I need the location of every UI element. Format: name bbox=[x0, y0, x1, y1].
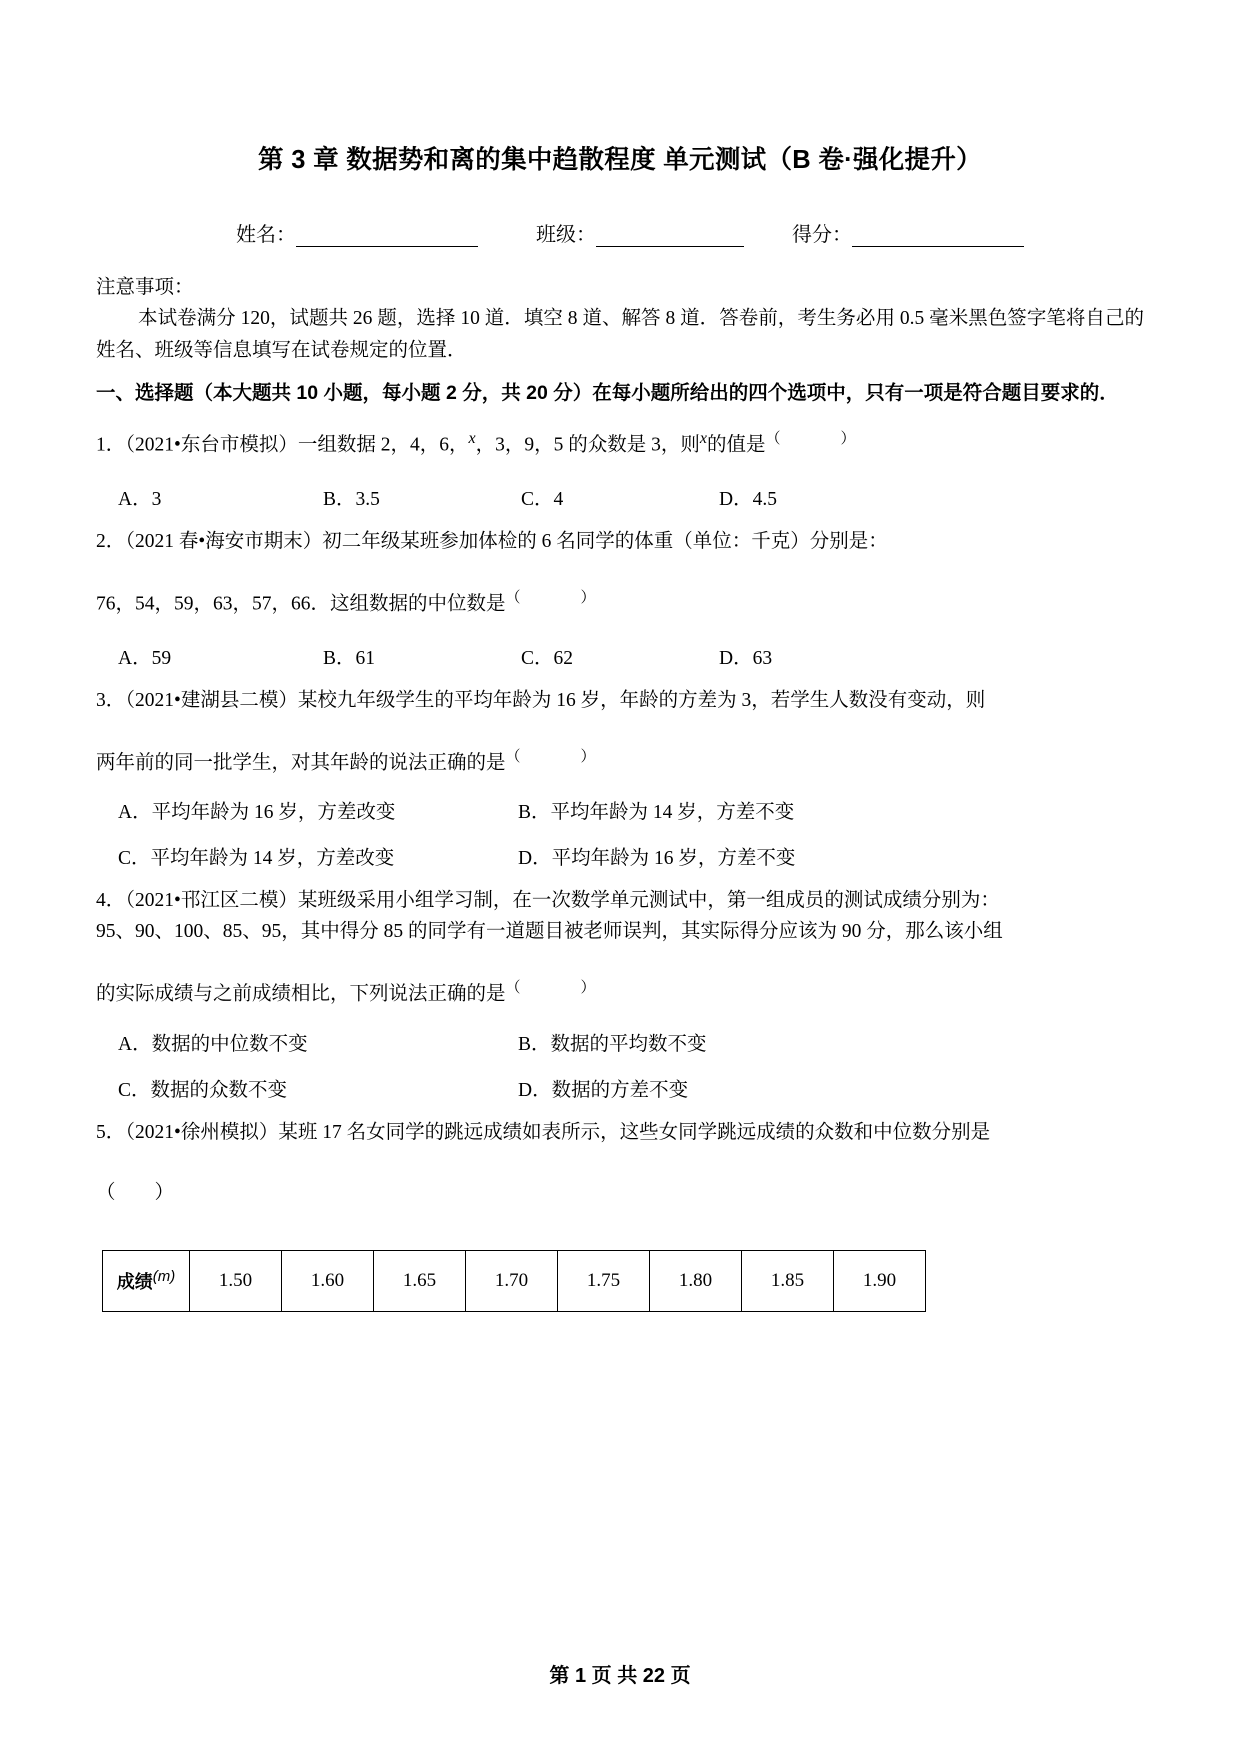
question-5-answer-paren[interactable]: （ ） bbox=[96, 1181, 175, 1203]
page-title: 第 3 章 数据势和离的集中趋散程度 单元测试（B 卷·强化提升） bbox=[258, 146, 982, 174]
question-2-number: 2． bbox=[96, 530, 126, 552]
question-2-options bbox=[96, 642, 1144, 670]
question-2-stem-continued bbox=[96, 587, 1144, 620]
section-heading: 一、选择题（本大题共 10 小题，每小题 2 分，共 20 分）在每小题所给出的四个选项中，只有一项是符合题目要求的． bbox=[96, 382, 1119, 405]
question-1-options bbox=[96, 483, 1144, 511]
question-2-stem bbox=[96, 527, 1144, 557]
notice-heading: 注意事项： bbox=[96, 277, 194, 298]
question-1-stem-b: ，3，9，5 的众数是 3，则 bbox=[475, 434, 700, 456]
question-4-options-row-2 bbox=[96, 1074, 1144, 1102]
table-row-header-label: 成绩 bbox=[116, 1272, 153, 1293]
option-c[interactable]: C．平均年龄为 14 岁，方差改变 bbox=[118, 848, 395, 870]
question-2 bbox=[96, 527, 1144, 670]
question-4-line-1: 某班级采用小组学习制，在一次数学单元测试中，第一组成员的测试成绩分别为： bbox=[297, 890, 1000, 912]
table-cell: 1.50 bbox=[190, 1251, 282, 1312]
page-footer: 第 1 页 共 22 页 bbox=[549, 1665, 691, 1687]
question-4-stem-continued bbox=[96, 917, 1144, 947]
jump-score-table bbox=[102, 1250, 926, 1312]
question-3-stem-continued bbox=[96, 746, 1144, 779]
question-3-stem bbox=[96, 686, 1144, 716]
option-a[interactable]: A．3 bbox=[118, 488, 162, 510]
score-field bbox=[792, 218, 1024, 247]
question-2-answer-paren[interactable]: （ ） bbox=[505, 589, 606, 606]
name-blank[interactable] bbox=[296, 226, 478, 247]
question-4-stem-continued-2 bbox=[96, 977, 1144, 1010]
question-3-answer-paren[interactable]: （ ） bbox=[505, 748, 606, 765]
score-blank[interactable] bbox=[852, 226, 1024, 247]
option-c[interactable]: C．4 bbox=[521, 488, 564, 510]
option-c[interactable]: C．62 bbox=[521, 647, 574, 669]
table-row bbox=[103, 1251, 926, 1312]
option-a[interactable]: A．数据的中位数不变 bbox=[118, 1033, 308, 1055]
notice-body bbox=[96, 303, 1144, 366]
option-d[interactable]: D．平均年龄为 16 岁，方差不变 bbox=[518, 848, 796, 870]
option-a[interactable]: A．59 bbox=[118, 647, 172, 669]
question-4 bbox=[96, 886, 1144, 1101]
question-3 bbox=[96, 686, 1144, 871]
question-4-line-2: 95、90、100、85、95，其中得分 85 的同学有一道题目被老师误判，其实际得分应该为 90 分，那么该小组 bbox=[96, 920, 1003, 942]
question-4-stem bbox=[96, 886, 1144, 916]
table-cell: 1.60 bbox=[282, 1251, 374, 1312]
identity-row bbox=[96, 218, 1144, 247]
question-3-number: 3． bbox=[96, 689, 126, 711]
question-4-options-row-1 bbox=[96, 1028, 1144, 1056]
table-cell: 1.70 bbox=[466, 1251, 558, 1312]
question-1-answer-paren[interactable]: （ ） bbox=[765, 430, 866, 447]
question-4-number: 4． bbox=[96, 890, 126, 912]
name-label: 姓名： bbox=[236, 224, 296, 246]
option-b[interactable]: B．平均年龄为 14 岁，方差不变 bbox=[518, 802, 795, 824]
question-3-line-1: 某校九年级学生的平均年龄为 16 岁，年龄的方差为 3，若学生人数没有变动，则 bbox=[297, 689, 986, 711]
option-b[interactable]: B．3.5 bbox=[323, 488, 380, 510]
class-label: 班级： bbox=[536, 224, 596, 246]
option-d[interactable]: D．63 bbox=[719, 647, 773, 669]
question-5-source: （2021•徐州模拟） bbox=[125, 1121, 279, 1143]
option-b[interactable]: B．数据的平均数不变 bbox=[518, 1033, 707, 1055]
question-1-stem bbox=[96, 427, 1144, 461]
question-2-line-1: 初二年级某班参加体检的 6 名同学的体重（单位：千克）分别是： bbox=[322, 530, 888, 552]
table-cell: 1.85 bbox=[742, 1251, 834, 1312]
class-field bbox=[536, 218, 792, 247]
table-cell: 1.75 bbox=[558, 1251, 650, 1312]
question-3-options-row-2 bbox=[96, 842, 1144, 870]
question-1-source: （2021•东台市模拟） bbox=[125, 434, 298, 456]
notice-body-text: 本试卷满分 120，试题共 26 题，选择 10 道．填空 8 道、解答 8 道．答卷前，考生务必用 0.5 毫米黑色签字笔将自己的姓名、班级等信息填写在试卷规定的位置． bbox=[96, 308, 1144, 361]
question-5 bbox=[96, 1118, 1144, 1312]
option-d[interactable]: D．4.5 bbox=[719, 488, 777, 510]
question-1-variable-2: x bbox=[699, 429, 707, 447]
question-1-number: 1． bbox=[96, 434, 126, 456]
option-d[interactable]: D．数据的方差不变 bbox=[518, 1079, 689, 1101]
option-a[interactable]: A．平均年龄为 16 岁，方差改变 bbox=[118, 802, 396, 824]
question-1-stem-c: 的值是 bbox=[706, 434, 766, 456]
question-4-answer-paren[interactable]: （ ） bbox=[505, 979, 606, 996]
question-2-line-2: 76，54，59，63，57，66．这组数据的中位数是 bbox=[96, 593, 506, 615]
table-cell: 1.90 bbox=[834, 1251, 926, 1312]
question-3-options-row-1 bbox=[96, 796, 1144, 824]
table-row-header bbox=[103, 1251, 190, 1312]
table-cell: 1.65 bbox=[374, 1251, 466, 1312]
question-1-stem-a: 一组数据 2，4，6， bbox=[297, 434, 469, 456]
question-5-stem bbox=[96, 1118, 1144, 1148]
question-1-variable: x bbox=[468, 429, 476, 447]
question-5-number: 5． bbox=[96, 1121, 126, 1143]
table-cell: 1.80 bbox=[650, 1251, 742, 1312]
class-blank[interactable] bbox=[596, 226, 744, 247]
question-4-line-3: 的实际成绩与之前成绩相比，下列说法正确的是 bbox=[96, 983, 506, 1005]
question-3-source: （2021•建湖县二模） bbox=[125, 689, 298, 711]
table-unit-meter: (m) bbox=[152, 1268, 176, 1286]
question-3-line-2: 两年前的同一批学生，对其年龄的说法正确的是 bbox=[96, 752, 506, 774]
question-1 bbox=[96, 427, 1144, 511]
question-5-line-1: 某班 17 名女同学的跳远成绩如表所示，这些女同学跳远成绩的众数和中位数分别是 bbox=[278, 1121, 991, 1143]
name-field bbox=[236, 218, 536, 247]
score-label: 得分： bbox=[792, 224, 852, 246]
option-c[interactable]: C．数据的众数不变 bbox=[118, 1079, 288, 1101]
question-2-source: （2021 春•海安市期末） bbox=[125, 530, 323, 552]
question-4-source: （2021•邗江区二模） bbox=[125, 890, 298, 912]
option-b[interactable]: B．61 bbox=[323, 647, 376, 669]
